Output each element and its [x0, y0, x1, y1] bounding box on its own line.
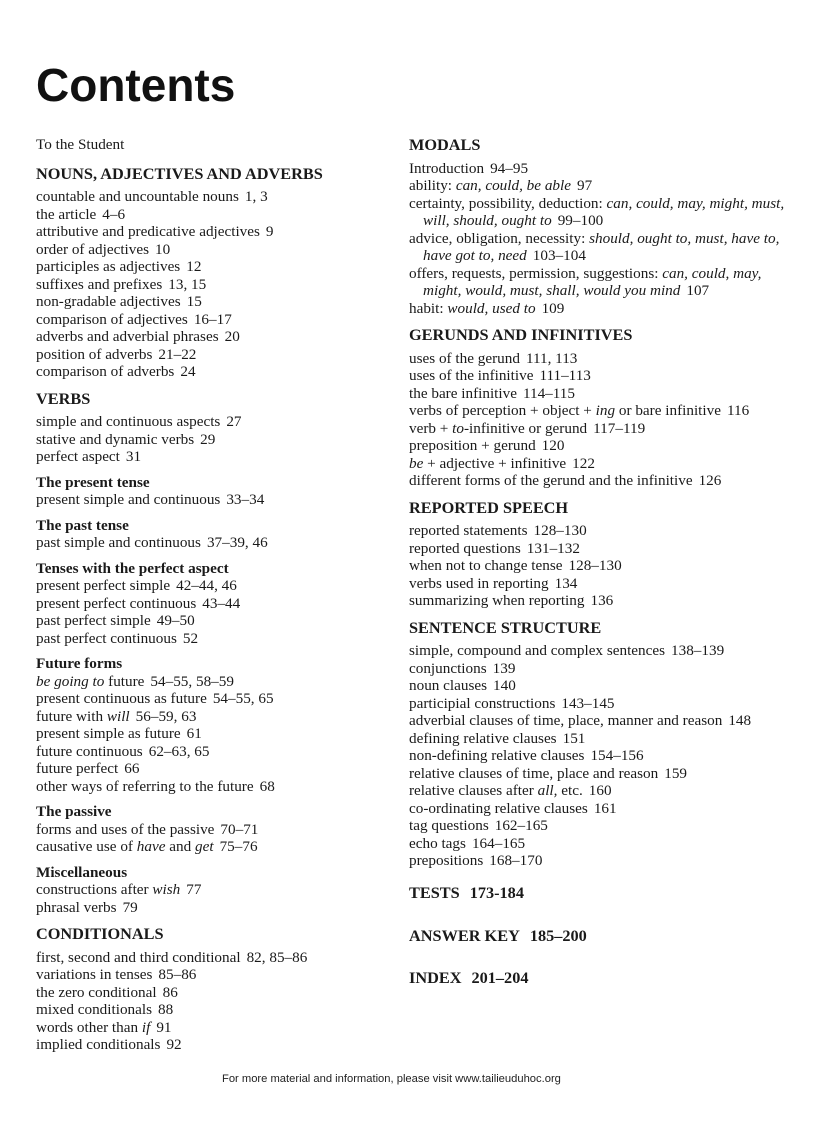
list-item: prepositions 168–170	[409, 852, 543, 869]
list-item: non-defining relative clauses 154–156	[409, 747, 644, 764]
list-item: attributive and predicative adjectives 9	[36, 223, 274, 240]
list-item: non-gradable adjectives 15	[36, 293, 202, 310]
list-item: comparison of adjectives 16–17	[36, 310, 232, 328]
present-list	[36, 491, 386, 509]
list-item: uses of the gerund 111, 113	[409, 349, 578, 367]
section-heading-sentence: SENTENCE STRUCTURE	[409, 617, 602, 637]
list-item: future with will 56–59, 63	[36, 707, 197, 725]
subheading-future: Future forms	[36, 655, 123, 672]
list-item: present continuous as future 54–55, 65	[36, 690, 274, 707]
list-item: order of adjectives 10	[36, 240, 171, 258]
list-item: conjunctions 139	[409, 659, 516, 677]
section-heading-answer-key: ANSWER KEY 185–200	[409, 926, 587, 945]
footer-notice: For more material and information, please visit www.tailieuduhoc.org	[222, 1073, 561, 1085]
list-item: simple, compound and complex sentences 138–139	[409, 642, 725, 659]
list-item: be + adjective + infinitive 122	[409, 454, 595, 472]
list-item: reported questions 131–132	[409, 539, 580, 557]
section-heading-gerunds: GERUNDS AND INFINITIVES	[409, 325, 633, 344]
list-item: ability: can, could, be able 97	[409, 177, 593, 194]
list-item: habit: would, used to 109	[409, 299, 565, 317]
list-item: verb + to-infinitive or gerund 117–119	[409, 419, 646, 437]
list-item: past perfect simple 49–50	[36, 612, 195, 629]
list-item: future continuous 62–63, 65	[36, 742, 210, 760]
list-item: suffixes and prefixes 13, 15	[36, 275, 207, 293]
list-item: adverbs and adverbial phrases 20	[36, 328, 240, 345]
list-item: the zero conditional 86	[36, 983, 178, 1001]
list-item: present simple and continuous 33–34	[36, 491, 265, 508]
section-heading-tests: TESTS 173-184	[409, 882, 524, 902]
list-item: past simple and continuous 37–39, 46	[36, 534, 268, 551]
section-heading-modals: MODALS	[409, 135, 481, 154]
list-item: defining relative clauses 151	[409, 729, 586, 747]
list-item: past perfect continuous 52	[36, 629, 199, 647]
list-item: causative use of have and get 75–76	[36, 838, 258, 855]
list-item: constructions after wish 77	[36, 881, 202, 898]
list-item: perfect aspect 31	[36, 448, 142, 465]
section-heading-index: INDEX 201–204	[409, 967, 529, 987]
list-item: co-ordinating relative clauses 161	[409, 799, 617, 817]
list-item: echo tags 164–165	[409, 834, 526, 852]
past-list	[36, 534, 386, 552]
list-item: offers, requests, permission, suggestions: can, could, may, might, would, must, shall, would you mind 107	[409, 264, 762, 299]
list-item: position of adverbs 21–22	[36, 345, 197, 363]
list-item: when not to change tense 128–130	[409, 557, 622, 574]
list-item: uses of the infinitive 111–113	[409, 367, 591, 384]
section-heading-reported: REPORTED SPEECH	[409, 497, 569, 517]
list-item: relative clauses after all, etc. 160	[409, 782, 612, 799]
list-item: relative clauses of time, place and reason 159	[409, 764, 687, 782]
contents-right-column	[409, 136, 799, 986]
list-item: tag questions 162–165	[409, 817, 548, 834]
section-heading-verbs: VERBS	[36, 388, 91, 408]
list-item: summarizing when reporting 136	[409, 592, 614, 609]
list-item: the bare infinitive 114–115	[409, 384, 575, 402]
list-item: forms and uses of the passive 70–71	[36, 820, 259, 838]
list-item: preposition + gerund 120	[409, 437, 565, 454]
list-item: reported statements 128–130	[409, 522, 587, 539]
verbs-list	[36, 413, 386, 466]
to-the-student: To the Student	[36, 136, 125, 153]
list-item: present perfect continuous 43–44	[36, 594, 241, 612]
list-item: adverbial clauses of time, place, manner and reason 148	[409, 712, 752, 729]
list-item: advice, obligation, necessity: should, ought to, must, have to, have got to, need 103–104	[409, 229, 780, 264]
list-item: different forms of the gerund and the infinitive 126	[409, 472, 722, 489]
contents-left-column	[36, 136, 386, 1054]
subheading-passive: The passive	[36, 803, 112, 820]
list-item: verbs of perception + object + ing or bare infinitive 116	[409, 402, 750, 419]
list-item: Introduction 94–95	[409, 159, 529, 177]
list-item: present perfect simple 42–44, 46	[36, 577, 237, 594]
subheading-misc: Miscellaneous	[36, 863, 128, 881]
list-item: noun clauses 140	[409, 677, 516, 694]
subheading-perfect: Tenses with the perfect aspect	[36, 559, 229, 577]
nouns-list	[36, 188, 386, 381]
list-item: verbs used in reporting 134	[409, 574, 578, 592]
perfect-list	[36, 577, 386, 647]
subheading-present: The present tense	[36, 473, 150, 491]
list-item: phrasal verbs 79	[36, 898, 138, 916]
list-item: future perfect 66	[36, 760, 140, 777]
list-item: first, second and third conditional 82, 85–86	[36, 948, 308, 966]
section-heading-conditionals: CONDITIONALS	[36, 924, 164, 943]
list-item: certainty, possibility, deduction: can, could, may, might, must, will, should, ought to 99–100	[409, 194, 785, 229]
list-item: countable and uncountable nouns 1, 3	[36, 188, 268, 205]
list-item: simple and continuous aspects 27	[36, 413, 242, 430]
list-item: other ways of referring to the future 68	[36, 777, 275, 795]
list-item: present simple as future 61	[36, 725, 202, 742]
list-item: be going to future 54–55, 58–59	[36, 672, 234, 690]
list-item: words other than if 91	[36, 1018, 172, 1036]
list-item: implied conditionals 92	[36, 1036, 182, 1053]
list-item: mixed conditionals 88	[36, 1001, 174, 1018]
page-title: Contents	[36, 59, 236, 111]
list-item: the article 4–6	[36, 205, 126, 223]
list-item: comparison of adverbs 24	[36, 363, 196, 380]
list-item: participial constructions 143–145	[409, 694, 615, 712]
subheading-past: The past tense	[36, 516, 129, 534]
reported-list	[409, 522, 799, 610]
list-item: variations in tenses 85–86	[36, 966, 197, 983]
list-item: stative and dynamic verbs 29	[36, 430, 216, 448]
list-item: participles as adjectives 12	[36, 258, 202, 275]
section-heading-nouns: NOUNS, ADJECTIVES AND ADVERBS	[36, 163, 323, 183]
